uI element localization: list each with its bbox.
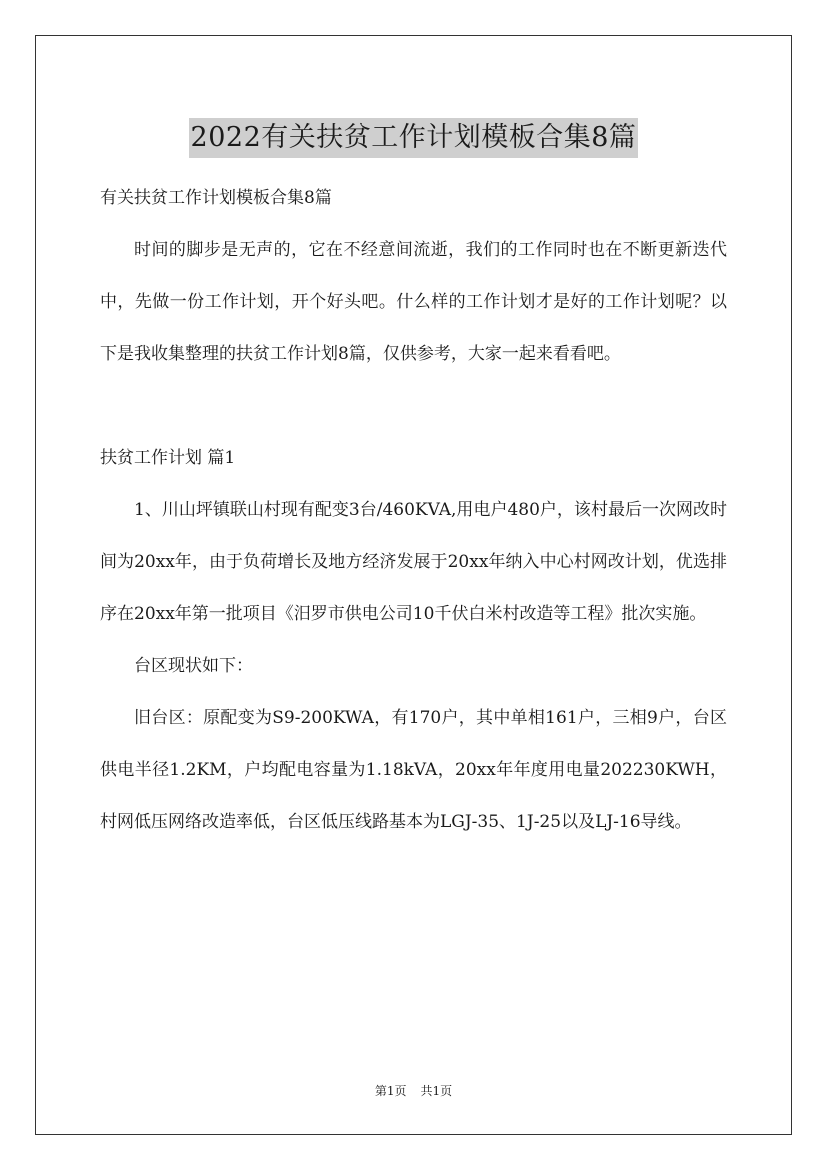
page-number-current: 第1页 [374, 1084, 407, 1098]
body-paragraph: 旧台区：原配变为S9-200KWA，有170户，其中单相161户，三相9户，台区供电半径1.2KM，户均配电容量为1.18kVA，20xx年年度用电量202230KWH，村网低压网络改造率低，台区低压线路基本为LGJ-35、1J-25以及LJ-16导线。 [100, 708, 727, 832]
page-number-total: 共1页 [420, 1084, 453, 1098]
document-body [100, 172, 727, 848]
subtitle-paragraph: 有关扶贫工作计划模板合集8篇 [100, 188, 332, 208]
title-container [0, 100, 827, 176]
body-paragraph: 台区现状如下： [134, 656, 253, 676]
document-title: 2022有关扶贫工作计划模板合集8篇 [189, 118, 639, 158]
intro-paragraph: 时间的脚步是无声的，它在不经意间流逝，我们的工作同时也在不断更新迭代中，先做一份工作计划，开个好头吧。什么样的工作计划才是好的工作计划呢？以下是我收集整理的扶贫工作计划8篇，仅供参考，大家一起来看看吧。 [100, 240, 727, 364]
body-paragraph: 1、川山坪镇联山村现有配变3台/460KVA,用电户480户，该村最后一次网改时间为20xx年，由于负荷增长及地方经济发展于20xx年纳入中心村网改计划，优选排序在20xx年第一批项目《汨罗市供电公司10千伏白米村改造等工程》批次实施。 [100, 500, 727, 624]
page-footer [0, 1083, 827, 1099]
section-heading: 扶贫工作计划 篇1 [100, 448, 236, 468]
